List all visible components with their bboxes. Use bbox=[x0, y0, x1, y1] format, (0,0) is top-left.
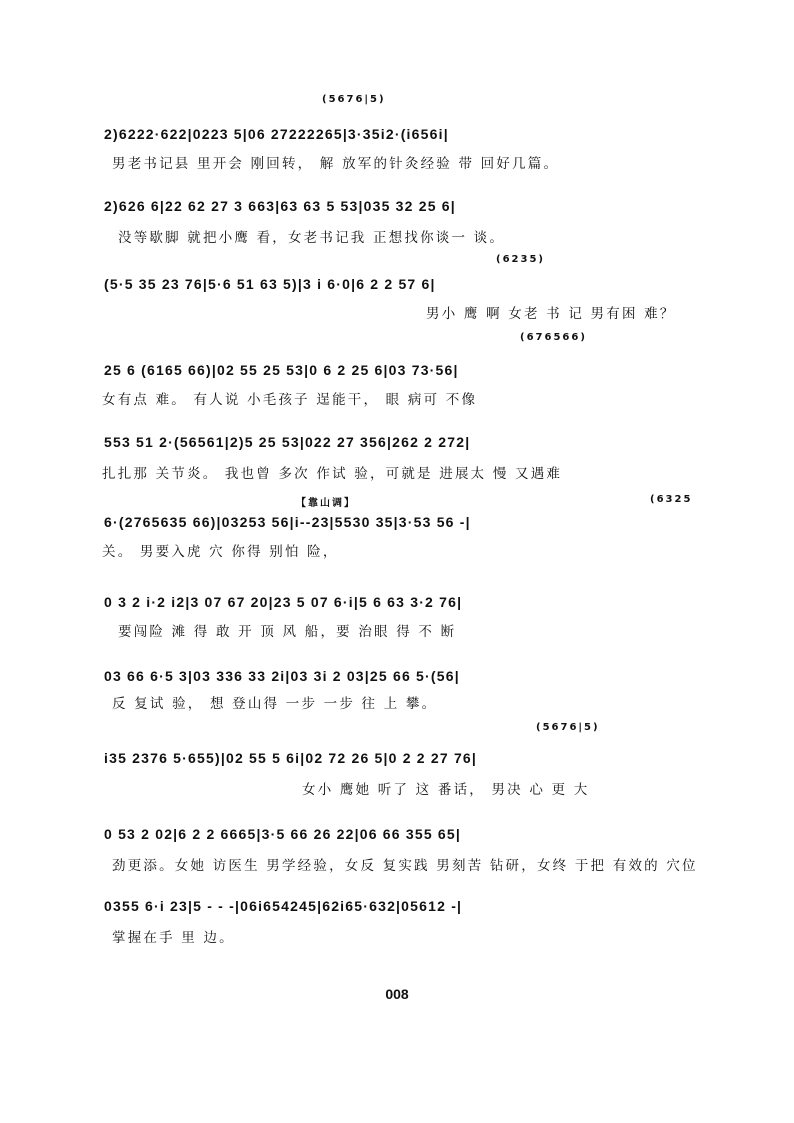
music-line: 2)6222·622|0223 5|06 27222265|3·35i2·(i656i| bbox=[104, 126, 449, 142]
lyric-line: 掌握在手 里 边。 bbox=[112, 930, 235, 946]
music-line: 0 53 2 02|6 2 2 6665|3·5 66 26 22|06 66 355 65| bbox=[104, 826, 461, 842]
lyric-line: 没等歇脚 就把小鹰 看，女老书记我 正想找你谈一 谈。 bbox=[118, 230, 506, 246]
lyric-line: 男小 鹰 啊 女老 书 记 男有困 难？ bbox=[426, 306, 676, 322]
music-line: 25 6 (6165 66)|02 55 25 53|0 6 2 25 6|03 73·56| bbox=[104, 362, 459, 378]
lyric-line: 扎扎那 关节炎。 我也曾 多次 作试 验，可就是 进展太 慢 又遇难 bbox=[102, 466, 563, 482]
lyric-line: 要闯险 滩 得 敢 开 顶 风 船，要 治眼 得 不 断 bbox=[118, 624, 457, 640]
lyric-line: 反 复试 验， 想 登山得 一步 一步 往 上 攀。 bbox=[112, 696, 438, 712]
music-line: (5·5 35 23 76|5·6 51 63 5)|3 i 6·0|6 2 2 57 6| bbox=[104, 276, 436, 292]
music-line: i35 2376 5·655)|02 55 5 6i|02 72 26 5|0 2 2 27 76| bbox=[104, 750, 478, 766]
music-line: 6·(2765635 66)|03253 56|i--23|5530 35|3·53 56 -| bbox=[104, 514, 471, 530]
annotation: (6235) bbox=[496, 254, 545, 265]
music-line: 553 51 2·(56561|2)5 25 53|022 27 356|262 2 272| bbox=[104, 434, 471, 450]
music-line: 2)626 6|22 62 27 3 663|63 63 5 53|035 32 25 6| bbox=[104, 198, 456, 214]
annotation: (5676|5) bbox=[536, 722, 600, 733]
music-line: 0 3 2 i·2 i2|3 07 67 20|23 5 07 6·i|5 6 63 3·2 76| bbox=[104, 594, 463, 610]
lyric-line: 女小 鹰她 听了 这 番话， 男决 心 更 大 bbox=[302, 782, 590, 798]
annotation: 【靠山调】 bbox=[296, 498, 356, 509]
lyric-line: 劲更添。女她 访医生 男学经验，女反 复实践 男刻苦 钻研，女终 于把 有效的 穴位 bbox=[112, 858, 698, 874]
music-line: 03 66 6·5 3|03 336 33 2i|03 3i 2 03|25 66 5·(56| bbox=[104, 668, 460, 684]
annotation: (5676|5) bbox=[322, 94, 386, 105]
annotation: (676566) bbox=[520, 332, 587, 343]
lyric-line: 关。 男要入虎 穴 你得 别怕 险， bbox=[102, 544, 339, 560]
lyric-line: 男老书记县 里开会 刚回转， 解 放军的针灸经验 带 回好几篇。 bbox=[112, 156, 560, 172]
annotation-right: (6325 bbox=[650, 494, 693, 505]
page-number: 008 bbox=[385, 986, 409, 1002]
music-line: 0355 6·i 23|5 - - -|06i654245|62i65·632|05612 -| bbox=[104, 898, 463, 914]
lyric-line: 女有点 难。 有人说 小毛孩子 逞能干， 眼 病可 不像 bbox=[102, 392, 478, 408]
